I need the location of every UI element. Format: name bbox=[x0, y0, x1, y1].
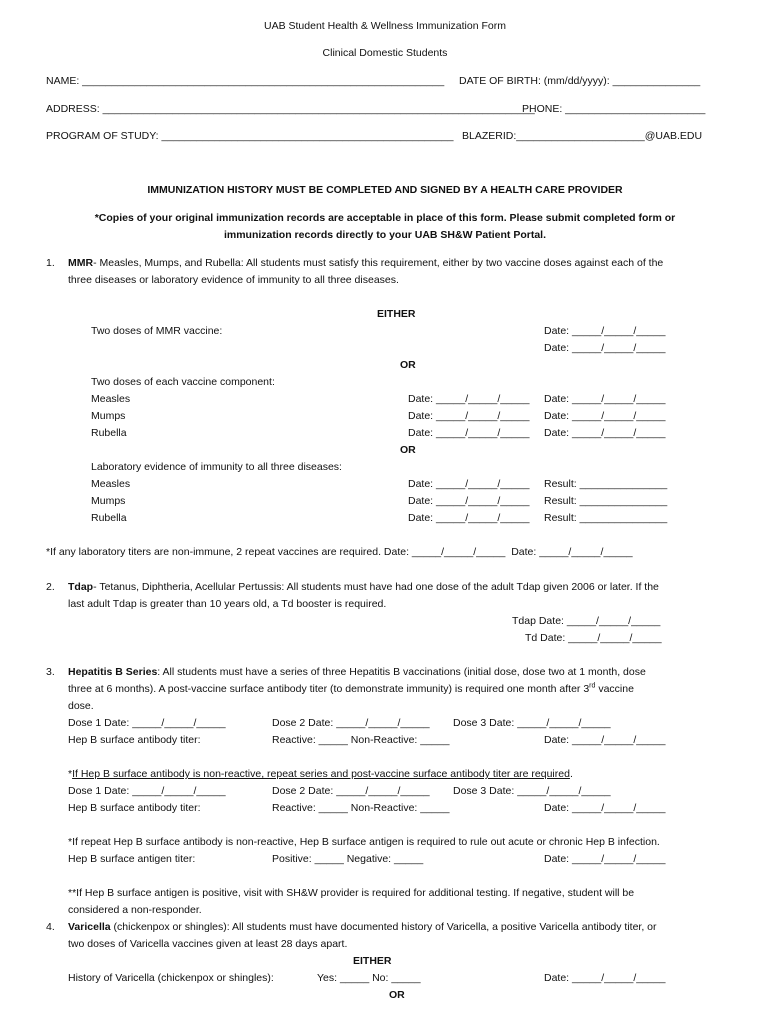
varicella-title: Varicella bbox=[68, 921, 111, 933]
tdap-desc-line1 bbox=[68, 581, 659, 594]
mmr-two-doses-label: Two doses of MMR vaccine: bbox=[91, 325, 223, 337]
hepb-repeat-dot: . bbox=[569, 768, 573, 780]
hepb-desc-2a: three at 6 months). A post-vaccine surface antibody titer (to demonstrate immunity) is required one month after 3 bbox=[68, 683, 590, 695]
lab-rubella-result[interactable]: Result: _______________ bbox=[544, 512, 668, 524]
tdap-number: 2. bbox=[46, 581, 55, 593]
measles-label: Measles bbox=[91, 393, 131, 405]
mumps-date-1[interactable]: Date: _____/_____/_____ bbox=[408, 410, 530, 422]
name-field[interactable]: NAME: ______________________________________________________________ bbox=[46, 75, 445, 87]
tdap-date-field[interactable]: Tdap Date: _____/_____/_____ bbox=[512, 615, 661, 627]
mmr-dose1-date[interactable]: Date: _____/_____/_____ bbox=[544, 325, 666, 337]
hepb-antibody-result[interactable]: Reactive: _____ Non-Reactive: _____ bbox=[272, 734, 450, 746]
hepb-dose2-date[interactable]: Dose 2 Date: _____/_____/_____ bbox=[272, 717, 430, 729]
measles-date-2[interactable]: Date: _____/_____/_____ bbox=[544, 393, 666, 405]
hepb-antibody-date[interactable]: Date: _____/_____/_____ bbox=[544, 734, 666, 746]
program-field[interactable]: PROGRAM OF STUDY: __________________________________________________ bbox=[46, 130, 454, 142]
hepb-desc-line3: dose. bbox=[68, 700, 94, 712]
lab-measles-date[interactable]: Date: _____/_____/_____ bbox=[408, 478, 530, 490]
hepb-desc-line1 bbox=[68, 666, 646, 679]
copies-note-line2: immunization records directly to your UAB SH&W Patient Portal. bbox=[223, 229, 547, 241]
hepb-repeat-text: If Hep B surface antibody is non-reactive, repeat series and post-vaccine surface antibody titer are required bbox=[72, 768, 570, 780]
hepb-desc-line2 bbox=[68, 683, 634, 696]
hepb-desc-sup: rd bbox=[589, 682, 596, 690]
varicella-history-label: History of Varicella (chickenpox or shingles): bbox=[68, 972, 274, 984]
hepb-antibody-label: Hep B surface antibody titer: bbox=[68, 734, 201, 746]
rubella-date-1[interactable]: Date: _____/_____/_____ bbox=[408, 427, 530, 439]
phone-field[interactable]: PHONE: ________________________ bbox=[522, 103, 706, 115]
hepb-desc-2b: vaccine bbox=[595, 683, 634, 695]
tdap-title: Tdap bbox=[68, 581, 94, 593]
hepb-antigen-date[interactable]: Date: _____/_____/_____ bbox=[544, 853, 666, 865]
rubella-label: Rubella bbox=[91, 427, 127, 439]
address-field[interactable]: ADDRESS: __________________________________________________________________________ bbox=[46, 103, 535, 115]
hepb-provider-note-line1: **If Hep B surface antigen is positive, visit with SH&W provider is required for additional testing. If negative, student will be bbox=[68, 887, 635, 899]
hepb-repeat-dose2-date[interactable]: Dose 2 Date: _____/_____/_____ bbox=[272, 785, 430, 797]
dob-field[interactable]: DATE OF BIRTH: (mm/dd/yyyy): _______________ bbox=[459, 75, 701, 87]
mmr-or-2: OR bbox=[400, 444, 416, 456]
mmr-desc-line2: three diseases or laboratory evidence of immunity to all three diseases. bbox=[68, 274, 399, 286]
titer-note[interactable]: *If any laboratory titers are non-immune, 2 repeat vaccines are required. Date: _____/_____/_____ Date: _____/_____/_____ bbox=[46, 546, 633, 558]
mmr-title: MMR bbox=[68, 257, 94, 269]
tdap-desc-line2: last adult Tdap is greater than 10 years old, a Td booster is required. bbox=[68, 598, 387, 610]
varicella-yes-no[interactable]: Yes: _____ No: _____ bbox=[317, 972, 421, 984]
mmr-desc-text: - Measles, Mumps, and Rubella: All students must satisfy this requirement, either by two vaccine doses against each of the bbox=[93, 257, 664, 269]
lab-measles-result[interactable]: Result: _______________ bbox=[544, 478, 668, 490]
hepb-antigen-label: Hep B surface antigen titer: bbox=[68, 853, 196, 865]
lab-rubella-date[interactable]: Date: _____/_____/_____ bbox=[408, 512, 530, 524]
copies-note-line1: *Copies of your original immunization records are acceptable in place of this form. Please submit completed form or bbox=[94, 212, 676, 224]
lab-measles-label: Measles bbox=[91, 478, 131, 490]
mmr-desc-line1 bbox=[68, 257, 663, 270]
hepb-number: 3. bbox=[46, 666, 55, 678]
lab-mumps-result[interactable]: Result: _______________ bbox=[544, 495, 668, 507]
lab-evidence-heading: Laboratory evidence of immunity to all three diseases: bbox=[91, 461, 342, 473]
mmr-number: 1. bbox=[46, 257, 55, 269]
td-date-field[interactable]: Td Date: _____/_____/_____ bbox=[525, 632, 662, 644]
hepb-desc-text: : All students must have a series of three Hepatitis B vaccinations (initial dose, dose two at 1 month, dose bbox=[157, 666, 646, 678]
form-subtitle: Clinical Domestic Students bbox=[322, 47, 448, 59]
hepb-repeat-antibody-label: Hep B surface antibody titer: bbox=[68, 802, 201, 814]
mumps-date-2[interactable]: Date: _____/_____/_____ bbox=[544, 410, 666, 422]
blazerid-field[interactable]: BLAZERID:______________________@UAB.EDU bbox=[462, 130, 703, 142]
hepb-repeat-dose3-date[interactable]: Dose 3 Date: _____/_____/_____ bbox=[453, 785, 611, 797]
varicella-desc-line1 bbox=[68, 921, 657, 934]
hepb-repeat-note bbox=[68, 768, 573, 781]
hepb-antigen-note: *If repeat Hep B surface antibody is non-reactive, Hep B surface antigen is required to rule out acute or chronic Hep B infection. bbox=[68, 836, 660, 848]
varicella-number: 4. bbox=[46, 921, 55, 933]
mmr-component-heading: Two doses of each vaccine component: bbox=[91, 376, 275, 388]
varicella-desc-line2: two doses of Varicella vaccines given at least 28 days apart. bbox=[68, 938, 348, 950]
hepb-title: Hepatitis B Series bbox=[68, 666, 158, 678]
lab-mumps-date[interactable]: Date: _____/_____/_____ bbox=[408, 495, 530, 507]
tdap-desc-text: - Tetanus, Diphtheria, Acellular Pertussis: All students must have had one dose of the adult Tdap given 2006 or later. If the bbox=[93, 581, 659, 593]
varicella-desc-text: (chickenpox or shingles): All students must have documented history of Varicella, a positive Varicella antibody titer, or bbox=[110, 921, 657, 933]
mumps-label: Mumps bbox=[91, 410, 126, 422]
form-title: UAB Student Health & Wellness Immunization Form bbox=[264, 20, 506, 32]
varicella-history-date[interactable]: Date: _____/_____/_____ bbox=[544, 972, 666, 984]
mmr-dose2-date[interactable]: Date: _____/_____/_____ bbox=[544, 342, 666, 354]
mmr-or-1: OR bbox=[400, 359, 416, 371]
varicella-or: OR bbox=[389, 989, 405, 1001]
provider-heading: IMMUNIZATION HISTORY MUST BE COMPLETED AND SIGNED BY A HEALTH CARE PROVIDER bbox=[147, 184, 623, 196]
hepb-antigen-result[interactable]: Positive: _____ Negative: _____ bbox=[272, 853, 424, 865]
hepb-repeat-antibody-date[interactable]: Date: _____/_____/_____ bbox=[544, 802, 666, 814]
hepb-repeat-star: * bbox=[68, 768, 73, 780]
hepb-repeat-antibody-result[interactable]: Reactive: _____ Non-Reactive: _____ bbox=[272, 802, 450, 814]
hepb-dose3-date[interactable]: Dose 3 Date: _____/_____/_____ bbox=[453, 717, 611, 729]
hepb-provider-note-line2: considered a non-responder. bbox=[68, 904, 202, 916]
lab-rubella-label: Rubella bbox=[91, 512, 127, 524]
measles-date-1[interactable]: Date: _____/_____/_____ bbox=[408, 393, 530, 405]
hepb-repeat-dose1-date[interactable]: Dose 1 Date: _____/_____/_____ bbox=[68, 785, 226, 797]
hepb-dose1-date[interactable]: Dose 1 Date: _____/_____/_____ bbox=[68, 717, 226, 729]
mmr-either: EITHER bbox=[377, 308, 416, 320]
lab-mumps-label: Mumps bbox=[91, 495, 126, 507]
rubella-date-2[interactable]: Date: _____/_____/_____ bbox=[544, 427, 666, 439]
varicella-either: EITHER bbox=[353, 955, 392, 967]
